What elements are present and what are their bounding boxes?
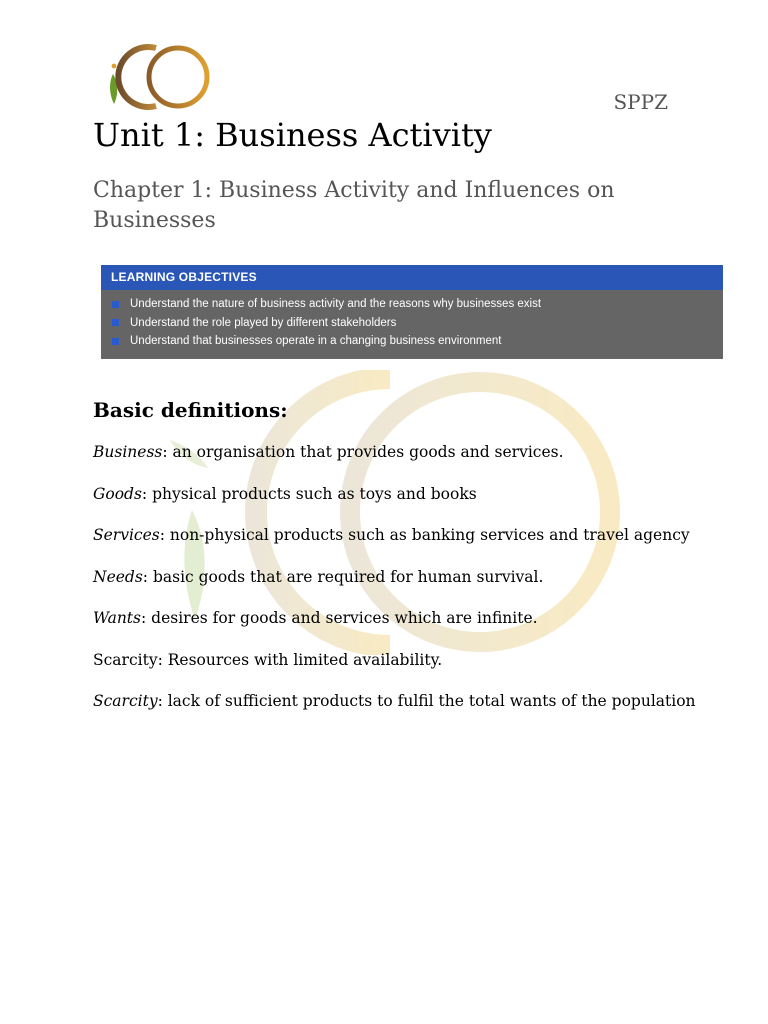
definition-scarcity-plain: Scarcity: Resources with limited availability.: [93, 650, 443, 669]
square-bullet-icon: [112, 338, 119, 345]
definitions-section: [93, 398, 733, 733]
definitions-heading: Basic definitions:: [93, 398, 288, 422]
definition-scarcity: Scarcity: lack of sufficient products to fulfil the total wants of the population: [93, 692, 696, 710]
definition-wants: Wants: desires for goods and services which are infinite.: [93, 609, 538, 627]
list-item: Understand the role played by different stakeholders: [112, 314, 723, 333]
list-item: Understand that businesses operate in a changing business environment: [112, 332, 723, 351]
learning-objectives-box: [101, 265, 723, 359]
definition-services: Services: non-physical products such as banking services and travel agency: [93, 526, 690, 544]
definition-goods: Goods: physical products such as toys and books: [93, 484, 477, 503]
document-code: SPPZ: [613, 90, 668, 114]
definition-business: Business: an organisation that provides goods and services.: [93, 443, 564, 461]
list-item: Understand the nature of business activity and the reasons why businesses exist: [112, 295, 723, 314]
unit-title: Unit 1: Business Activity: [93, 116, 492, 154]
square-bullet-icon: [112, 319, 119, 326]
learning-objectives-list: [101, 290, 723, 351]
learning-objectives-heading: LEARNING OBJECTIVES: [101, 265, 723, 290]
icco-logo-icon: [106, 44, 214, 110]
chapter-title: Chapter 1: Business Activity and Influences on Businesses: [93, 178, 615, 233]
definition-needs: Needs: basic goods that are required for human survival.: [93, 567, 544, 586]
square-bullet-icon: [112, 301, 119, 308]
